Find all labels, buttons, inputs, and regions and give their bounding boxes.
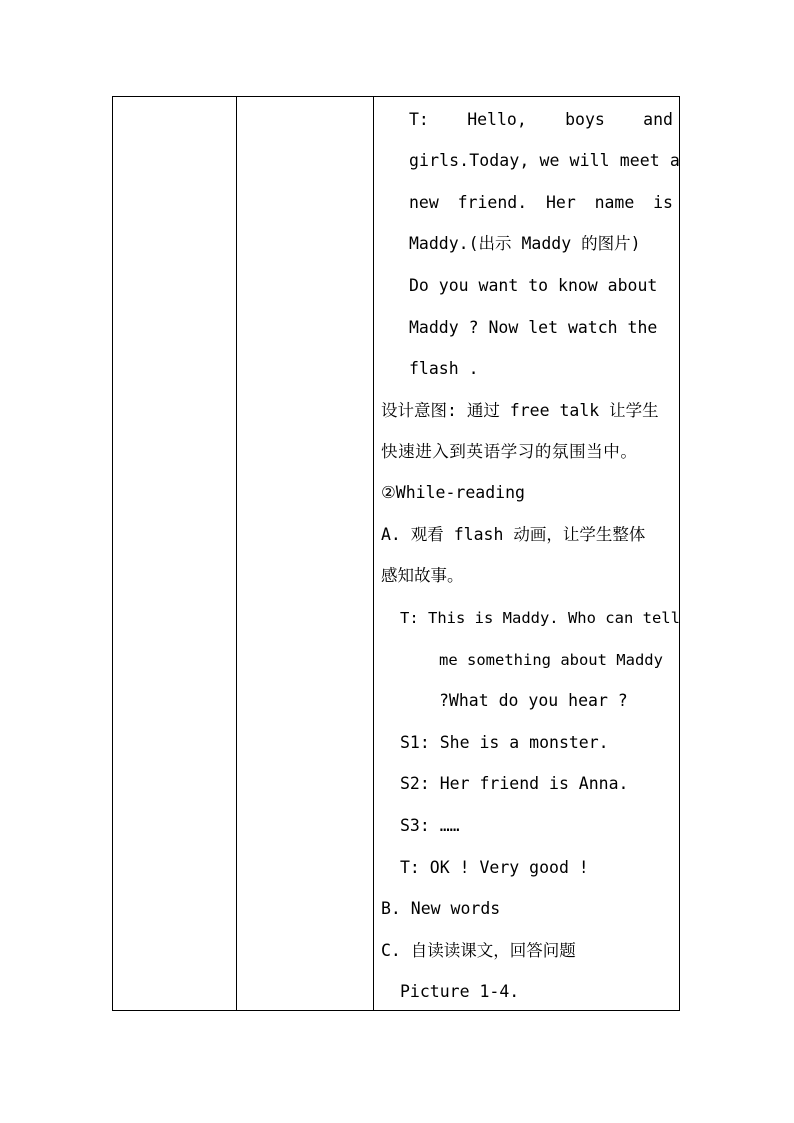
text-word: and xyxy=(643,110,673,129)
text-word: new xyxy=(409,193,439,212)
text-word: T: xyxy=(409,110,429,129)
column-divider-1 xyxy=(236,97,237,1010)
text-line: Picture 1-4. xyxy=(400,982,520,1001)
text-line: S1: She is a monster. xyxy=(400,733,609,752)
lesson-plan-table xyxy=(112,96,680,1011)
text-word: boys xyxy=(565,110,605,129)
text-line: Maddy ? Now let watch the xyxy=(409,318,658,337)
text-line: Do you want to know about xyxy=(409,276,658,295)
text-line: C. 自读读课文，回答问题 xyxy=(381,941,576,960)
procedure-cell xyxy=(381,97,680,1010)
text-word: Her xyxy=(545,193,576,212)
text-line: S3: …… xyxy=(400,816,460,835)
text-line: flash . xyxy=(409,359,479,378)
text-line xyxy=(409,193,673,213)
text-line: T: This is Maddy. Who can tell xyxy=(400,609,680,627)
text-line: 设计意图: 通过 free talk 让学生 xyxy=(381,401,659,420)
text-line: B. New words xyxy=(381,899,501,918)
column-divider-2 xyxy=(373,97,374,1010)
text-line: A. 观看 flash 动画，让学生整体 xyxy=(381,525,646,544)
text-line: S2: Her friend is Anna. xyxy=(400,774,629,793)
text-line: ?What do you hear ? xyxy=(439,691,628,710)
text-word: name xyxy=(594,193,635,212)
text-line: ②While-reading xyxy=(381,483,525,502)
text-line xyxy=(409,110,673,130)
text-line: me something about Maddy xyxy=(439,651,663,669)
text-line: girls.Today, we will meet a xyxy=(409,151,680,170)
text-line: T: OK ! Very good ! xyxy=(400,858,589,877)
text-line: 快速进入到英语学习的氛围当中。 xyxy=(381,442,638,461)
text-line: Maddy.(出示 Maddy 的图片) xyxy=(409,234,641,253)
text-line: 感知故事。 xyxy=(381,566,464,585)
text-word: Hello, xyxy=(467,110,527,129)
text-word: friend. xyxy=(457,193,528,212)
text-word: is xyxy=(653,193,673,212)
